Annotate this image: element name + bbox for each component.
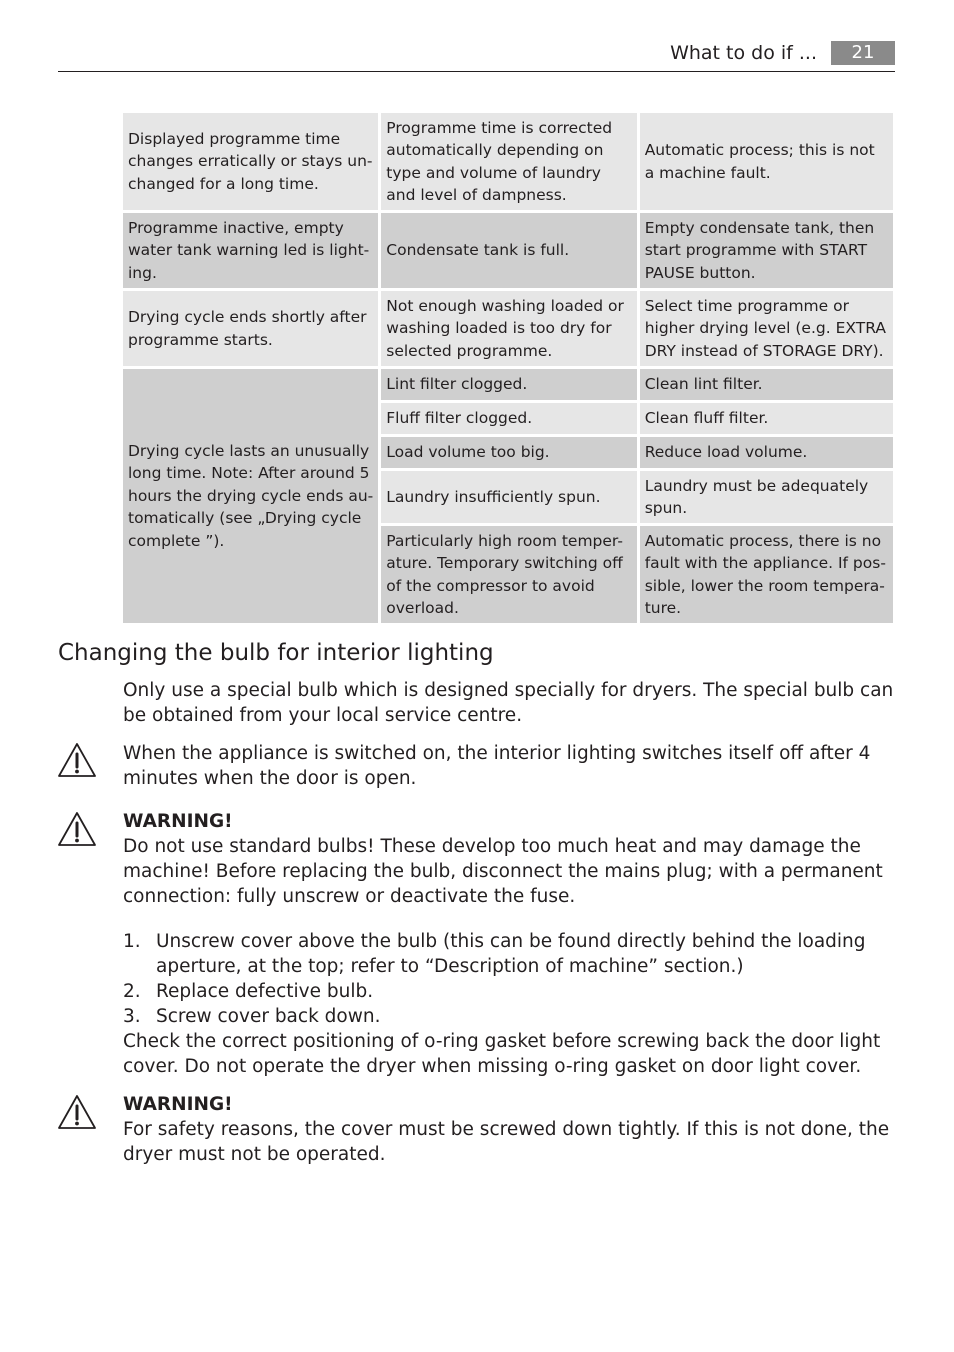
remedy-cell: Clean fluff filter. <box>640 403 893 434</box>
cause-cell: Programme time is corrected automatically depending on type and volume of laundry and level of dampness. <box>381 113 636 210</box>
cause-cell: Fluff filter clogged. <box>381 403 636 434</box>
remedy-cell: Reduce load volume. <box>640 437 893 468</box>
problem-cell: Programme inactive, empty water tank warning led is light-ing. <box>123 213 378 288</box>
warning-triangle-icon <box>57 1094 97 1130</box>
cause-cell: Load volume too big. <box>381 437 636 468</box>
remedy-cell: Automatic process; this is not a machine fault. <box>640 113 893 210</box>
table-row <box>123 369 893 400</box>
table-row <box>123 291 893 366</box>
cause-cell: Lint filter clogged. <box>381 369 636 400</box>
table-row <box>123 213 893 288</box>
page-number: 21 <box>831 41 895 65</box>
list-item <box>123 929 898 979</box>
section-title: What to do if ... <box>670 42 817 64</box>
step-text: Screw cover back down. <box>156 1006 381 1027</box>
problem-cell: Drying cycle lasts an unusually long time. Note: After around 5 hours the drying cycle ends au-tomatically (see „Drying cycle complete ”). <box>123 369 378 623</box>
intro-paragraph: Only use a special bulb which is designed specially for dryers. The special bulb can be obtained from your local service centre. <box>123 680 894 726</box>
gasket-paragraph: Check the correct positioning of o-ring gasket before screwing back the door light cover. Do not operate the dryer when missing o-ring gasket on door light cover. <box>123 1031 881 1077</box>
warning-title: WARNING! <box>123 1094 233 1115</box>
cause-cell: Particularly high room temper-ature. Temporary switching off of the compressor to avoid overload. <box>381 526 636 623</box>
table-row <box>123 113 893 210</box>
cause-cell: Laundry insufficiently spun. <box>381 471 636 523</box>
steps-list <box>123 929 898 1029</box>
troubleshooting-table <box>120 110 896 626</box>
section-heading: Changing the bulb for interior lighting <box>58 640 494 666</box>
remedy-cell: Empty condensate tank, then start programme with START PAUSE button. <box>640 213 893 288</box>
remedy-cell: Automatic process, there is no fault with the appliance. If pos-sible, lower the room tempera-ture. <box>640 526 893 623</box>
remedy-cell: Select time programme or higher drying level (e.g. EXTRA DRY instead of STORAGE DRY). <box>640 291 893 366</box>
warning-title: WARNING! <box>123 811 233 832</box>
step-text: Replace defective bulb. <box>156 981 374 1002</box>
cause-cell: Condensate tank is full. <box>381 213 636 288</box>
step-number: 2. <box>123 981 141 1002</box>
remedy-cell: Clean lint filter. <box>640 369 893 400</box>
warning-text: For safety reasons, the cover must be screwed down tightly. If this is not done, the dryer must not be operated. <box>123 1119 890 1165</box>
warning-triangle-icon <box>57 811 97 847</box>
problem-cell: Displayed programme time changes erratically or stays un-changed for a long time. <box>123 113 378 210</box>
warning-text: Do not use standard bulbs! These develop too much heat and may damage the machine! Before replacing the bulb, disconnect the mains plug; with a permanent connection: fully unscrew or deactivate the fuse. <box>123 836 883 907</box>
warning-triangle-icon <box>57 742 97 778</box>
warning-block <box>123 1092 898 1167</box>
list-item <box>123 1004 898 1029</box>
step-number: 3. <box>123 1006 141 1027</box>
remedy-cell: Laundry must be adequately spun. <box>640 471 893 523</box>
step-number: 1. <box>123 931 141 952</box>
cause-cell: Not enough washing loaded or washing loaded is too dry for selected programme. <box>381 291 636 366</box>
page-header <box>58 40 895 72</box>
warning-block <box>123 809 898 909</box>
list-item <box>123 979 898 1004</box>
step-text: Unscrew cover above the bulb (this can be found directly behind the loading aperture, at the top; refer to “Description of machine” section.) <box>156 931 866 977</box>
problem-cell: Drying cycle ends shortly after programme starts. <box>123 291 378 366</box>
note-paragraph: When the appliance is switched on, the interior lighting switches itself off after 4 minutes when the door is open. <box>123 743 871 789</box>
